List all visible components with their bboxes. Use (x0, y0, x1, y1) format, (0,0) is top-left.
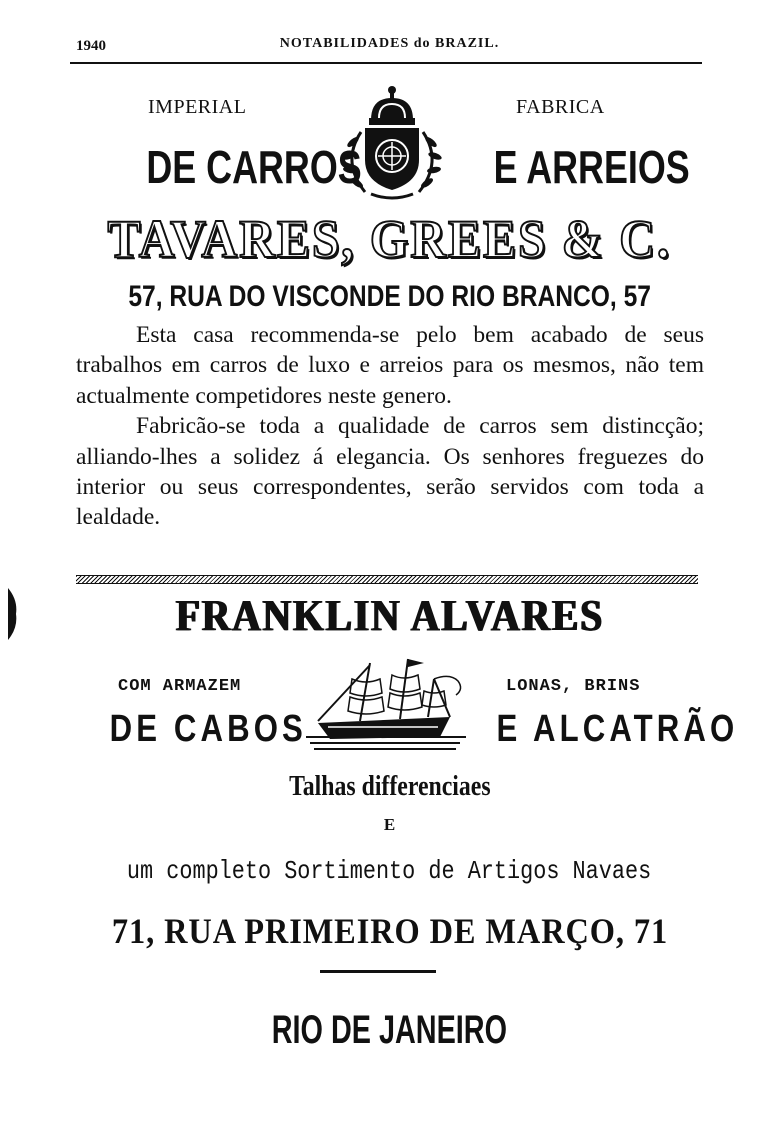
scan-artifact (6, 588, 18, 640)
sailing-ship-icon (300, 655, 470, 755)
ad2-city: RIO DE JANEIRO (271, 1008, 508, 1052)
ad2-small-left-label: COM ARMAZEM (118, 677, 242, 696)
page-number: 1940 (76, 38, 106, 54)
ornamental-divider (76, 575, 698, 584)
ad1-top-right-label: FABRICA (516, 96, 605, 118)
ad2-headline-left: DE CABOS (109, 708, 307, 750)
ad1-headline-right: E ARREIOS (493, 141, 690, 193)
ad1-body-text (76, 320, 704, 533)
ad1-headline-left: DE CARROS (146, 141, 362, 193)
short-rule (320, 970, 436, 973)
ad1-paragraph-2: Fabricão-se toda a qualidade de carros sem distincção; alliando-lhes a solidez á elegancia. Os senhores freguezes do interior ou seus correspondentes, serão servidos com toda a lealdade. (76, 413, 704, 531)
ad2-line-e: E (383, 815, 396, 834)
ad2-headline-right: E ALCATRÃO (496, 708, 739, 750)
header-rule (70, 62, 702, 64)
ad2-address: 71, RUA PRIMEIRO DE MARÇO, 71 (111, 911, 668, 951)
ad1-top-left-label: IMPERIAL (148, 96, 247, 118)
ad2-line-talhas: Talhas differenciaes (288, 770, 491, 802)
ad2-small-right-label: LONAS, BRINS (506, 677, 641, 696)
ad1-firm-name: TAVARES, GREES & C. (107, 209, 672, 269)
ad2-firm-name: FRANKLIN ALVARES (175, 591, 604, 640)
running-title: NOTABILIDADES do BRAZIL. (279, 36, 500, 51)
ad2-line-sortimento: um completo Sortimento de Artigos Navaes (127, 856, 652, 886)
ad1-address: 57, RUA DO VISCONDE DO RIO BRANCO, 57 (128, 280, 651, 313)
ad1-paragraph-1: Esta casa recommenda-se pelo bem acabado de seus trabalhos em carros de luxo e arreios para os mesmos, não tem actualmente competidores neste genero. (76, 322, 704, 409)
